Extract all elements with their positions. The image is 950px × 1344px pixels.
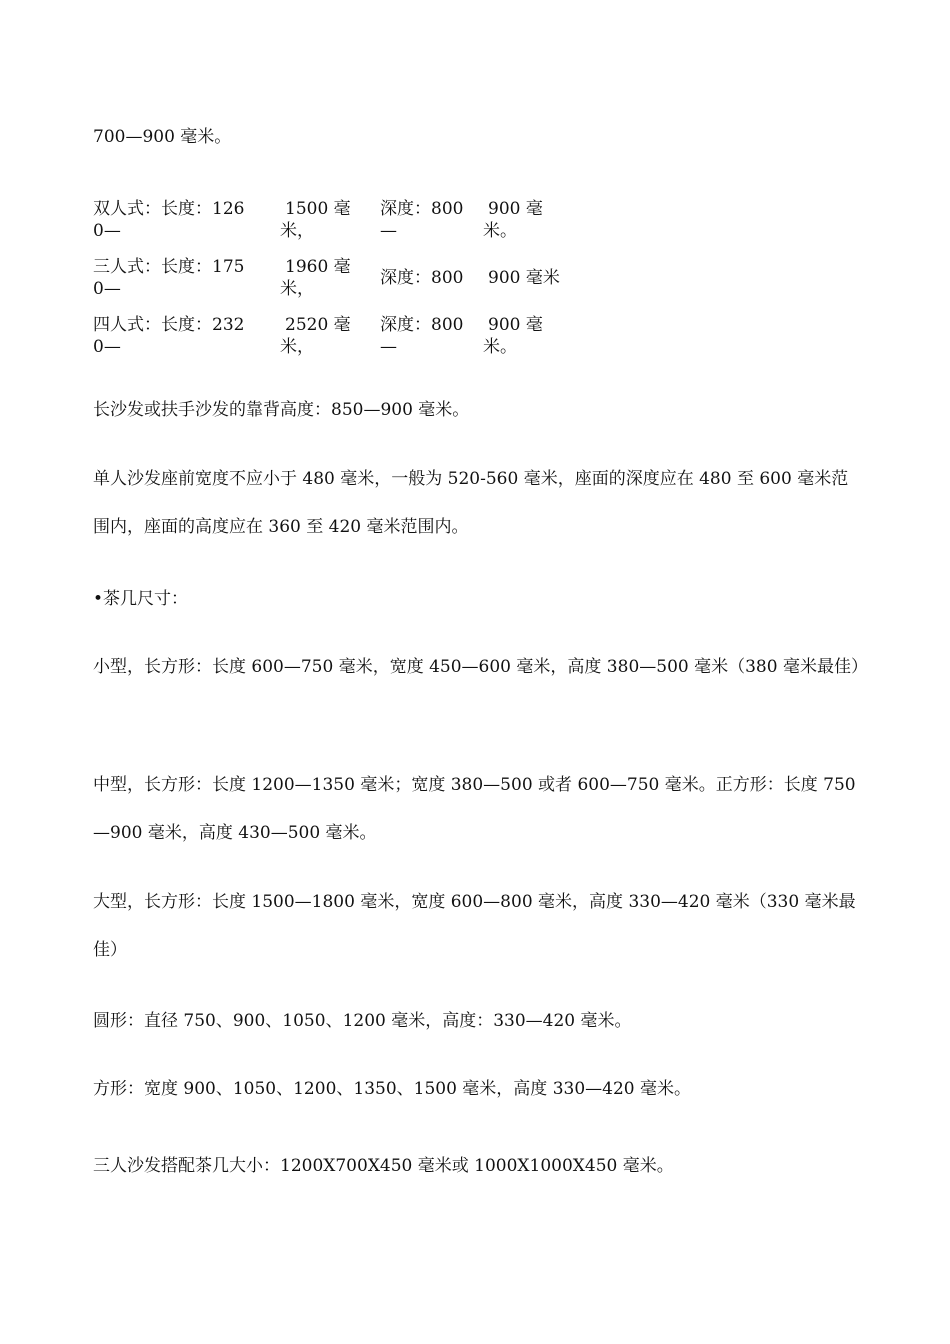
paragraph-single-sofa: 单人沙发座前宽度不应小于 480 毫米，一般为 520-560 毫米，座面的深度应在 480 至 600 毫米范围内，座面的高度应在 360 至 420 毫米范围内。 xyxy=(93,469,849,537)
cell-length: 2520 毫 xyxy=(285,315,351,335)
cell-length: 1500 毫 xyxy=(285,199,351,219)
cell-type-wrap: 0— xyxy=(93,279,121,299)
sofa-single-depth-cont: 700—900 毫米。 xyxy=(93,127,232,147)
paragraph-large: 大型，长方形：长度 1500—1800 毫米，宽度 600—800 毫米，高度 330—420 毫米（330 毫米最佳） xyxy=(93,892,856,960)
cell-depth: 深度：800 xyxy=(380,199,464,219)
cell-depth-value: 900 毫 xyxy=(488,315,543,335)
cell-length-wrap: 米， xyxy=(280,337,314,357)
cell-length: 1960 毫 xyxy=(285,257,351,277)
cell-type-wrap: 0— xyxy=(93,337,121,357)
cell-type-wrap: 0— xyxy=(93,221,121,241)
cell-depth-value: 900 毫 xyxy=(488,199,543,219)
heading-coffee-table: •茶几尺寸： xyxy=(93,589,189,609)
cell-depth-value-wrap: 米。 xyxy=(483,221,517,241)
cell-depth-wrap: — xyxy=(380,337,397,357)
cell-length-wrap: 米， xyxy=(280,279,314,299)
cell-type: 双人式：长度：126 xyxy=(93,199,245,219)
paragraph-three-seat-match: 三人沙发搭配茶几大小：1200X700X450 毫米或 1000X1000X450 毫米。 xyxy=(93,1156,674,1176)
cell-depth-value: 900 毫米 xyxy=(488,268,560,288)
cell-depth: 深度：800 xyxy=(380,268,464,288)
cell-length-wrap: 米， xyxy=(280,221,314,241)
paragraph-small: 小型，长方形：长度 600—750 毫米，宽度 450—600 毫米，高度 380—500 毫米（380 毫米最佳） xyxy=(93,657,868,677)
paragraph-round: 圆形：直径 750、900、1050、1200 毫米，高度：330—420 毫米。 xyxy=(93,1011,632,1031)
paragraph-square: 方形：宽度 900、1050、1200、1350、1500 毫米，高度 330—420 毫米。 xyxy=(93,1079,692,1099)
cell-depth: 深度：800 xyxy=(380,315,464,335)
paragraph-backrest: 长沙发或扶手沙发的靠背高度：850—900 毫米。 xyxy=(93,400,470,420)
cell-depth-value-wrap: 米。 xyxy=(483,337,517,357)
cell-type: 三人式：长度：175 xyxy=(93,257,245,277)
cell-type: 四人式：长度：232 xyxy=(93,315,245,335)
paragraph-medium: 中型，长方形：长度 1200—1350 毫米；宽度 380—500 或者 600—750 毫米。正方形：长度 750—900 毫米，高度 430—500 毫米。 xyxy=(93,775,856,843)
cell-depth-wrap: — xyxy=(380,221,397,241)
